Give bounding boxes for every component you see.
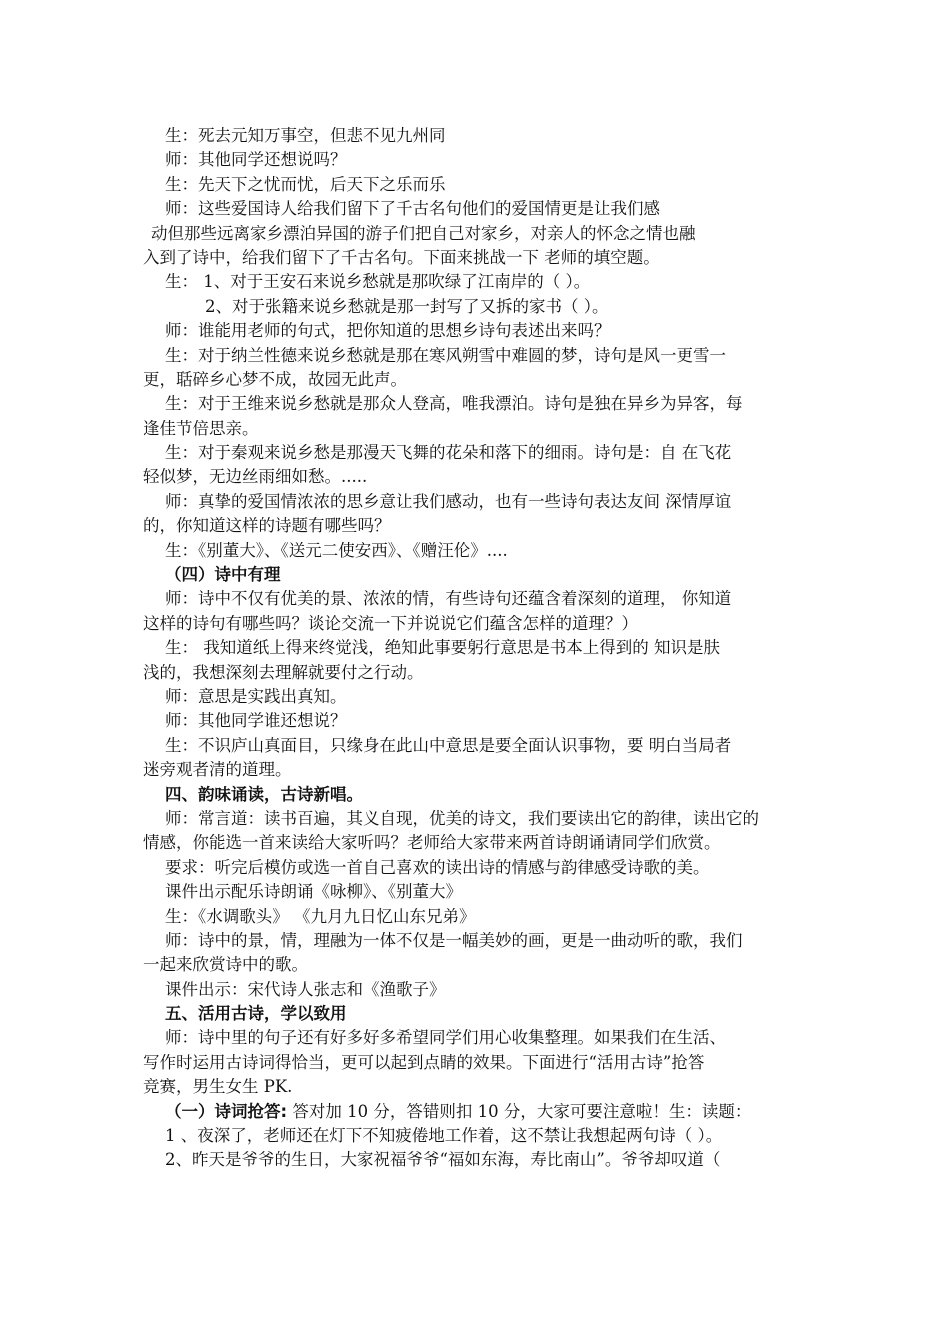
text-line: 生：死去元知万事空，但悲不见九州同 [165,126,446,145]
text-line: 生： 我知道纸上得来终觉浅，绝知此事要躬行意思是书本上得到的 知识是肤 [165,638,720,658]
text-line: 更，聒碎乡心梦不成，故园无此声。 [143,369,407,389]
text-line: 2、昨天是爷爷的生日，大家祝福爷爷“福如东海，寿比南山”。爷爷却叹道（ [165,1150,721,1170]
text-line: 竞赛，男生女生 PK. [143,1077,293,1097]
text-line: 课件出示配乐诗朗诵《咏柳》、《别董大》 [165,882,462,902]
text-line: 生：不识庐山真面目，只缘身在此山中意思是要全面认识事物，要 明白当局者 [165,735,732,755]
text-line: 生：《别董大》、《送元二使安西》、《赠汪伦》.... [165,540,508,560]
text-line: 浅的，我想深刻去理解就要付之行动。 [143,662,424,682]
text-line: 写作时运用古诗词得恰当，更可以起到点睛的效果。下面进行“活用古诗”抢答 [143,1052,705,1072]
text-line: 师：诗中不仅有优美的景、浓浓的情，有些诗句还蕴含着深刻的道理， 你知道 [165,589,732,609]
text-line: 师：其他同学还想说吗？ [165,150,347,170]
text-line: 师：常言道：读书百遍，其义自现，优美的诗文，我们要读出它的韵律，读出它的 [165,808,759,828]
text-line: 生：先天下之忧而忧，后天下之乐而乐 [165,174,446,194]
text-line: 生： 1、对于王安石来说乡愁就是那吹绿了江南岸的（ ）。 [165,272,591,292]
text-line: 生：对于秦观来说乡愁是那漫天飞舞的花朵和落下的细雨。诗句是：自 在飞花 [165,443,732,463]
text-line: 1 、夜深了，老师还在灯下不知疲倦地工作着，这不禁让我想起两句诗（ ）。 [165,1126,723,1146]
section-heading: （四）诗中有理 [165,565,281,585]
text-line: 师：这些爱国诗人给我们留下了千古名句他们的爱国情更是让我们感 [165,199,660,219]
document-page [143,124,815,1173]
text-line: 师：诗中的景，情，理融为一体不仅是一幅美妙的画，更是一曲动听的歌，我们 [165,930,743,950]
text-line: 轻似梦，无边丝雨细如愁。..... [143,467,368,487]
text-line: 入到了诗中，给我们留下了千古名句。下面来挑战一下 老师的填空题。 [143,247,660,267]
text-span: 答对加 10 分，答错则扣 10 分，大家可要注意啦！生：读题： [287,1101,752,1121]
text-line: 师：意思是实践出真知。 [165,686,347,706]
text-line: 2、对于张籍来说乡愁就是那一封写了又拆的家书（ ）。 [205,296,609,316]
text-line: 要求：听完后模仿或选一首自己喜欢的读出诗的情感与韵律感受诗歌的美。 [165,857,710,877]
text-line: 生：《水调歌头》 《九月九日忆山东兄弟》 [165,906,476,926]
section-heading: 五、活用古诗，学以致用 [165,1004,347,1024]
text-line: 生：对于王维来说乡愁就是那众人登高，唯我漂泊。诗句是独在异乡为异客，每 [165,394,743,414]
text-line: 师：其他同学谁还想说？ [165,711,347,731]
text-line: 的，你知道这样的诗题有哪些吗？ [143,516,391,536]
text-line: 师：真挚的爱国情浓浓的思乡意让我们感动，也有一些诗句表达友间 深情厚谊 [165,491,732,511]
text-line: 师：谁能用老师的句式，把你知道的思想乡诗句表述出来吗？ [165,321,611,341]
text-line: 动但那些远离家乡漂泊异国的游子们把自己对家乡，对亲人的怀念之情也融 [151,223,696,243]
text-line [143,1100,815,1124]
text-line: 课件出示：宋代诗人张志和《渔歌子》 [165,979,446,999]
text-line: 情感，你能选一首来读给大家听吗？老师给大家带来两首诗朗诵请同学们欣赏。 [143,833,721,853]
text-line: 迷旁观者清的道理。 [143,760,292,780]
text-line: 这样的诗句有哪些吗？谈论交流一下并说说它们蕴含怎样的道理？） [143,613,638,633]
text-line: 逢佳节倍思亲。 [143,418,259,438]
text-line: 师：诗中里的句子还有好多好多希望同学们用心收集整理。如果我们在生活、 [165,1028,726,1048]
text-line: 一起来欣赏诗中的歌。 [143,955,308,975]
subsection-heading: （一）诗词抢答: [165,1101,288,1121]
section-heading: 四、韵味诵读，古诗新唱。 [165,784,363,804]
text-line: 生：对于纳兰性德来说乡愁就是那在寒风朔雪中难圆的梦，诗句是风一更雪一 [165,345,726,365]
